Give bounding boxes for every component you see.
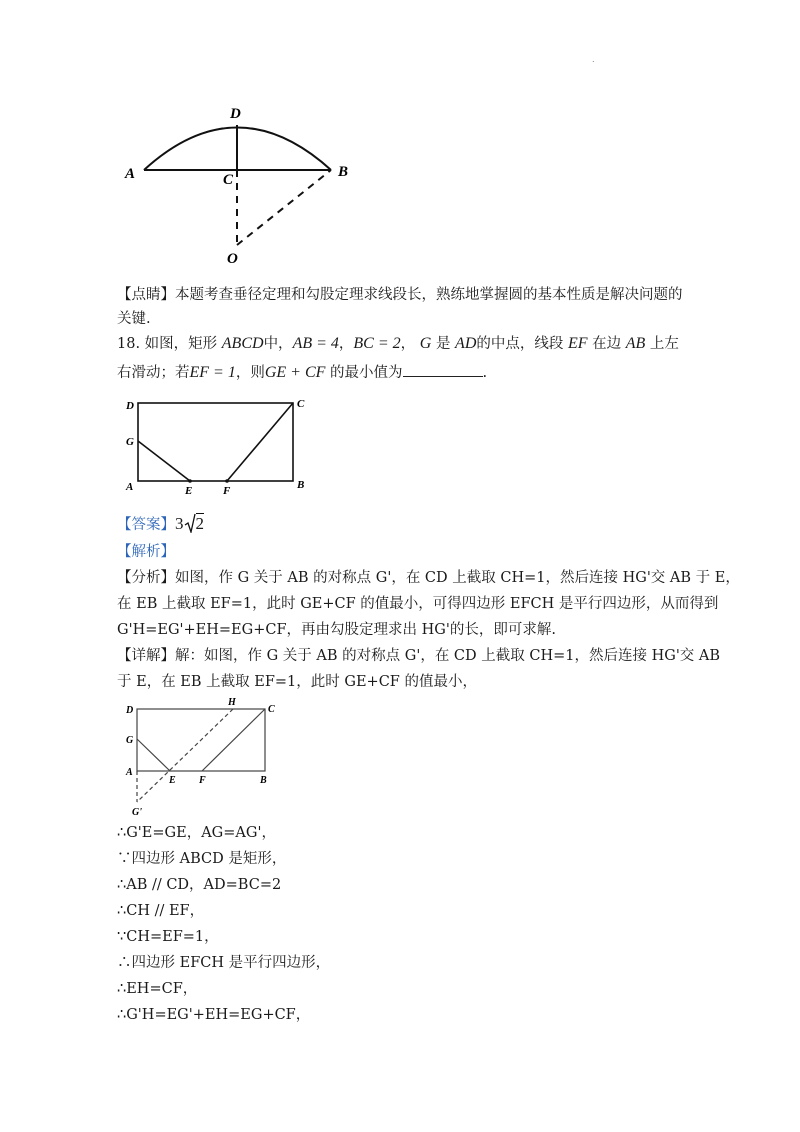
q18-text: . — [482, 365, 488, 381]
q18-text: ， — [338, 336, 354, 352]
xiangjie-text-1: 解：如图，作 G 关于 AB 的对称点 G'，在 CD 上截取 CH=1，然后连接 HG'交 AB — [175, 648, 721, 664]
point-f — [225, 479, 229, 483]
answer-line — [117, 513, 697, 536]
comment-line-2 — [117, 308, 697, 330]
answer-coefficient: 3 — [175, 514, 184, 533]
label-e: E — [185, 485, 193, 497]
label-c: C — [223, 172, 234, 188]
answer-radicand: 2 — [195, 514, 204, 533]
q18-ab: AB = 4 — [292, 335, 339, 352]
label-g: G — [126, 436, 134, 448]
q18-text: 的中点，线段 — [476, 336, 564, 352]
q18-bc: BC = 2 — [353, 335, 401, 352]
label-b: B — [338, 164, 349, 180]
label-d: D — [230, 106, 241, 122]
segment-ob — [237, 170, 331, 245]
segment-cf — [227, 403, 293, 481]
label-d: D — [126, 400, 134, 412]
label-b: B — [260, 775, 267, 786]
comment-tag: 【点睛】 — [117, 287, 175, 303]
step-line: ∴G'H=EG'+EH=EG+CF， — [117, 1007, 311, 1023]
sqrt-sign — [184, 513, 196, 533]
label-f: F — [199, 775, 206, 786]
xiangjie-line-1 — [117, 645, 721, 667]
q18-g: G — [419, 335, 432, 352]
q18-ef1: EF = 1 — [189, 364, 236, 381]
label-g: G — [126, 735, 134, 746]
comment-line-1 — [117, 284, 697, 306]
xiangjie-tag: 【详解】 — [117, 648, 175, 664]
q18-text: 是 — [435, 336, 451, 352]
step-line: ∵CH=EF=1， — [117, 929, 219, 945]
q18-text: 右滑动；若 — [117, 365, 190, 381]
step-line: ∵四边形 ABCD 是矩形， — [117, 851, 287, 867]
q18-ef: EF — [567, 335, 588, 352]
fenxi-line-1 — [117, 567, 740, 589]
label-c: C — [268, 704, 275, 715]
label-a: A — [126, 767, 133, 778]
step-line: ∴CH // EF， — [117, 903, 205, 919]
point-e — [188, 479, 192, 483]
fenxi-line-3 — [117, 619, 697, 641]
figure-construction — [120, 695, 290, 823]
q18-text: ， — [400, 336, 416, 352]
q18-expr: GE + CF — [264, 364, 326, 381]
label-d: D — [126, 705, 134, 716]
fenxi-text-3: G'H=EG'+EH=EG+CF，再由勾股定理求出 HG'的长，即可求解. — [117, 622, 556, 638]
xiangjie-line-2 — [117, 671, 697, 693]
comment-text-1: 本题考查垂径定理和勾股定理求线段长，熟练地掌握圆的基本性质是解决问题的 — [175, 287, 683, 303]
label-a: A — [126, 481, 134, 493]
fenxi-text-1: 如图，作 G 关于 AB 的对称点 G'，在 CD 上截取 CH=1，然后连接 HG'交 AB 于 E， — [175, 570, 740, 586]
q18-text: 中， — [263, 336, 293, 352]
answer-tag: 【答案】 — [117, 517, 175, 533]
label-f: F — [223, 485, 231, 497]
answer-blank — [403, 362, 483, 377]
rect-abcd — [138, 403, 293, 481]
fenxi-text-2: 在 EB 上截取 EF=1，此时 GE+CF 的值最小，可得四边形 EFCH 是平行四边形，从而得到 — [117, 596, 719, 612]
q18-text: 的最小值为 — [330, 365, 403, 381]
label-g-prime: G' — [132, 807, 142, 818]
q18-text: 18. 如图，矩形 — [117, 336, 218, 352]
q18-text: 上左 — [649, 336, 679, 352]
label-a: A — [125, 166, 136, 182]
q18-ad: AD — [455, 335, 477, 352]
step-line: ∴EH=CF， — [117, 981, 198, 997]
segment-ge — [138, 441, 190, 481]
step-line: ∴G'E=GE，AG=AG'， — [117, 825, 276, 841]
figure-arc-chord — [120, 100, 360, 270]
q18-rect-name: ABCD — [221, 335, 264, 352]
q18-ab2: AB — [625, 335, 646, 352]
segment-ge — [137, 739, 170, 771]
q18-text: ，则 — [235, 365, 265, 381]
label-e: E — [169, 775, 176, 786]
label-o: O — [227, 251, 238, 267]
xiangjie-text-2: 于 E，在 EB 上截取 EF=1，此时 GE+CF 的值最小， — [117, 674, 477, 690]
fenxi-tag: 【分析】 — [117, 570, 175, 586]
fenxi-line-2 — [117, 593, 719, 615]
label-c: C — [297, 398, 305, 410]
step-line: ∴AB // CD，AD=BC=2 — [117, 877, 282, 893]
label-h: H — [228, 697, 236, 708]
comment-text-2: 关键. — [117, 311, 151, 327]
question-18-line-1 — [117, 333, 697, 355]
corner-mark: . — [592, 55, 595, 64]
label-b: B — [297, 479, 305, 491]
analysis-tag: 【解析】 — [117, 544, 175, 560]
question-18-line-2 — [117, 362, 697, 384]
segment-cf — [202, 709, 265, 771]
q18-text: 在边 — [592, 336, 622, 352]
figure-rectangle — [120, 395, 320, 500]
step-line: ∴四边形 EFCH 是平行四边形， — [117, 955, 331, 971]
